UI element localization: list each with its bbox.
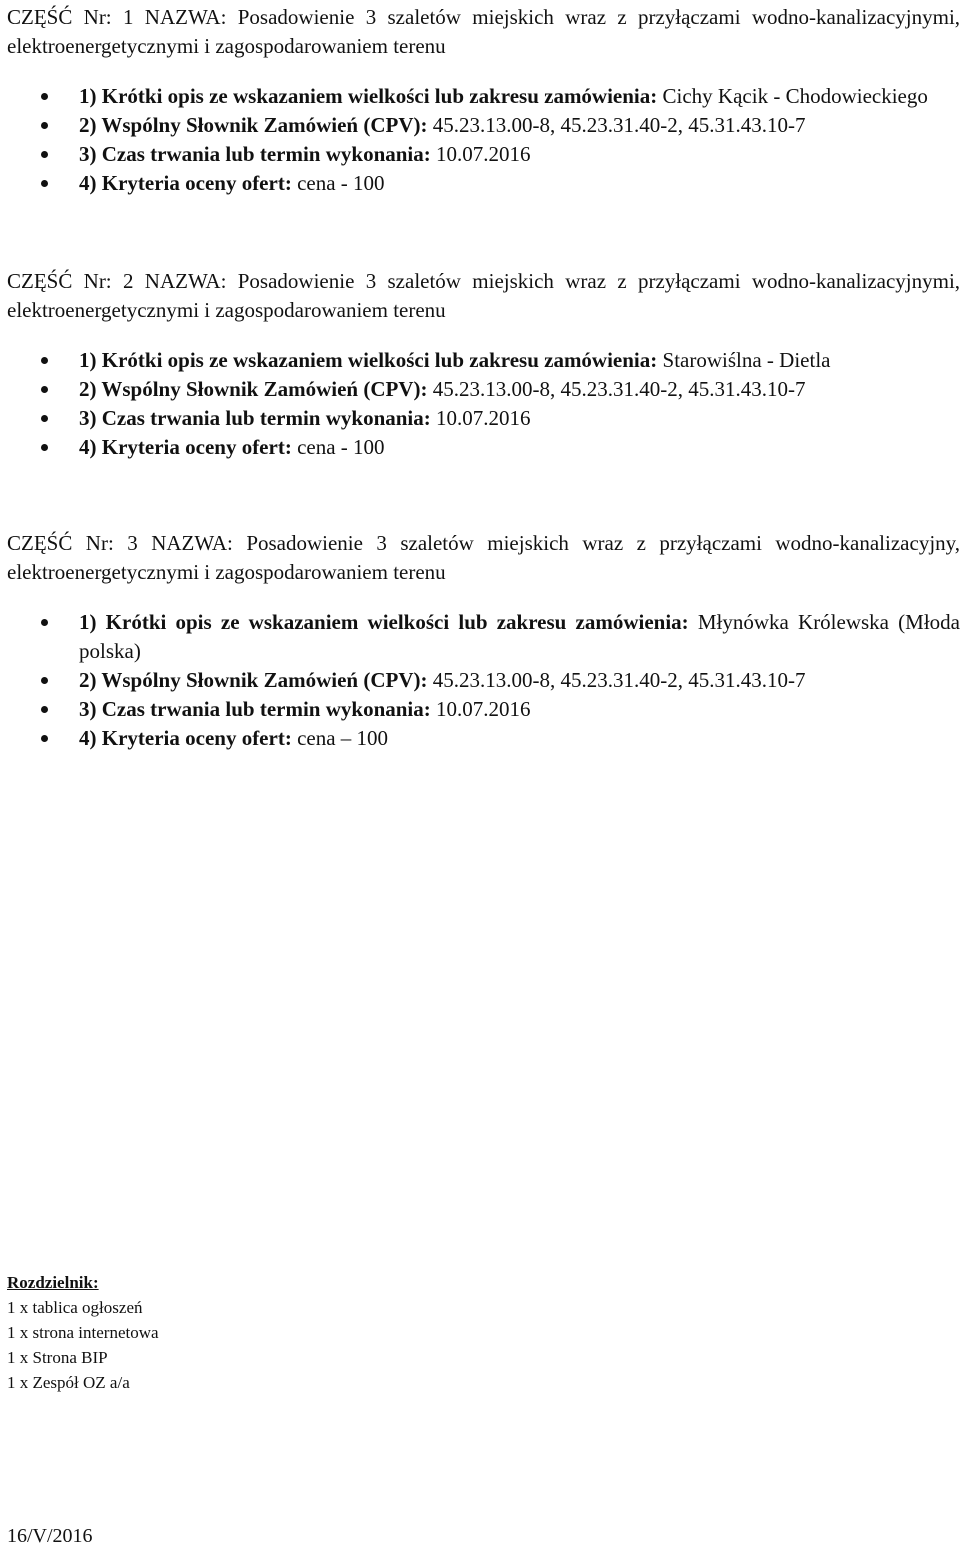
part-name: Posadowienie 3 szaletów miejskich wraz z przyłączami wodno-kanalizacyjnymi, elektroenergetycznymi i zagospodarowaniem terenu [7,269,960,322]
item-label: 2) Wspólny Słownik Zamówień (CPV): [79,113,428,137]
part-number: 3 [127,531,138,555]
item-label: 3) Czas trwania lub termin wykonania: [79,697,431,721]
list-item [7,169,960,198]
part-section-2 [7,267,960,462]
part-section-3 [7,529,960,753]
distribution-entry: 1 x Strona BIP [7,1348,108,1367]
part-header [7,267,960,325]
list-item [7,375,960,404]
bullet-icon [41,735,48,742]
item-value: cena – 100 [297,726,389,750]
bullet-icon [41,415,48,422]
part-label: CZĘŚĆ Nr: [7,269,112,293]
part-number: 2 [122,269,134,293]
item-value: 45.23.13.00-8, 45.23.31.40-2, 45.31.43.10-7 [432,113,806,137]
item-value: cena - 100 [297,435,385,459]
item-value: Cichy Kącik - Chodowieckiego [662,84,928,108]
bullet-icon [41,122,48,129]
list-item [7,666,960,695]
part-label: CZĘŚĆ Nr: [7,531,114,555]
part-header [7,3,960,61]
item-label: 1) Krótki opis ze wskazaniem wielkości lub zakresu zamówienia: [79,348,658,372]
list-item [7,433,960,462]
bullet-icon [41,180,48,187]
distribution-entry: 1 x Zespół OZ a/a [7,1373,130,1392]
bullet-icon [41,151,48,158]
part-items-list [7,608,960,753]
bullet-icon [41,619,48,626]
item-label: 4) Kryteria oceny ofert: [79,435,292,459]
item-label: 3) Czas trwania lub termin wykonania: [79,406,431,430]
item-label: 4) Kryteria oceny ofert: [79,726,292,750]
part-name-label: NAZWA: [151,531,233,555]
bullet-icon [41,706,48,713]
item-label: 1) Krótki opis ze wskazaniem wielkości lub zakresu zamówienia: [79,84,658,108]
item-value: 10.07.2016 [436,697,531,721]
item-label: 3) Czas trwania lub termin wykonania: [79,142,431,166]
list-item [7,695,960,724]
list-item [7,140,960,169]
bullet-icon [41,444,48,451]
bullet-icon [41,386,48,393]
part-label: CZĘŚĆ Nr: [7,5,112,29]
bullet-icon [41,357,48,364]
item-value: 45.23.13.00-8, 45.23.31.40-2, 45.31.43.10-7 [432,377,806,401]
part-items-list [7,82,960,198]
bullet-icon [41,93,48,100]
bullet-icon [41,677,48,684]
part-name-label: NAZWA: [144,5,227,29]
item-label: 4) Kryteria oceny ofert: [79,171,292,195]
distribution-list [7,1270,159,1395]
list-item [7,111,960,140]
list-item [7,608,960,666]
item-label: 2) Wspólny Słownik Zamówień (CPV): [79,668,428,692]
list-item [7,346,960,375]
item-value: 10.07.2016 [436,406,531,430]
list-item [7,404,960,433]
item-value: Młynówka Królewska (Młoda polska) [79,610,960,663]
item-label: 2) Wspólny Słownik Zamówień (CPV): [79,377,428,401]
part-name-label: NAZWA: [144,269,227,293]
item-value: 10.07.2016 [436,142,531,166]
distribution-entry: 1 x tablica ogłoszeń [7,1298,143,1317]
distribution-title: Rozdzielnik: [7,1273,99,1292]
part-section-1 [7,3,960,198]
part-number: 1 [122,5,134,29]
part-name: Posadowienie 3 szaletów miejskich wraz z przyłączami wodno-kanalizacyjny, elektroenergetycznymi i zagospodarowaniem terenu [7,531,960,584]
part-header [7,529,960,587]
item-value: cena - 100 [297,171,385,195]
item-value: 45.23.13.00-8, 45.23.31.40-2, 45.31.43.10-7 [432,668,806,692]
list-item [7,82,960,111]
item-value: Starowiślna - Dietla [662,348,831,372]
item-label: 1) Krótki opis ze wskazaniem wielkości lub zakresu zamówienia: [79,610,689,634]
part-items-list [7,346,960,462]
document-number: 16/V/2016 [7,1525,93,1547]
list-item [7,724,960,753]
part-name: Posadowienie 3 szaletów miejskich wraz z przyłączami wodno-kanalizacyjnymi, elektroenergetycznymi i zagospodarowaniem terenu [7,5,960,58]
distribution-entry: 1 x strona internetowa [7,1323,159,1342]
